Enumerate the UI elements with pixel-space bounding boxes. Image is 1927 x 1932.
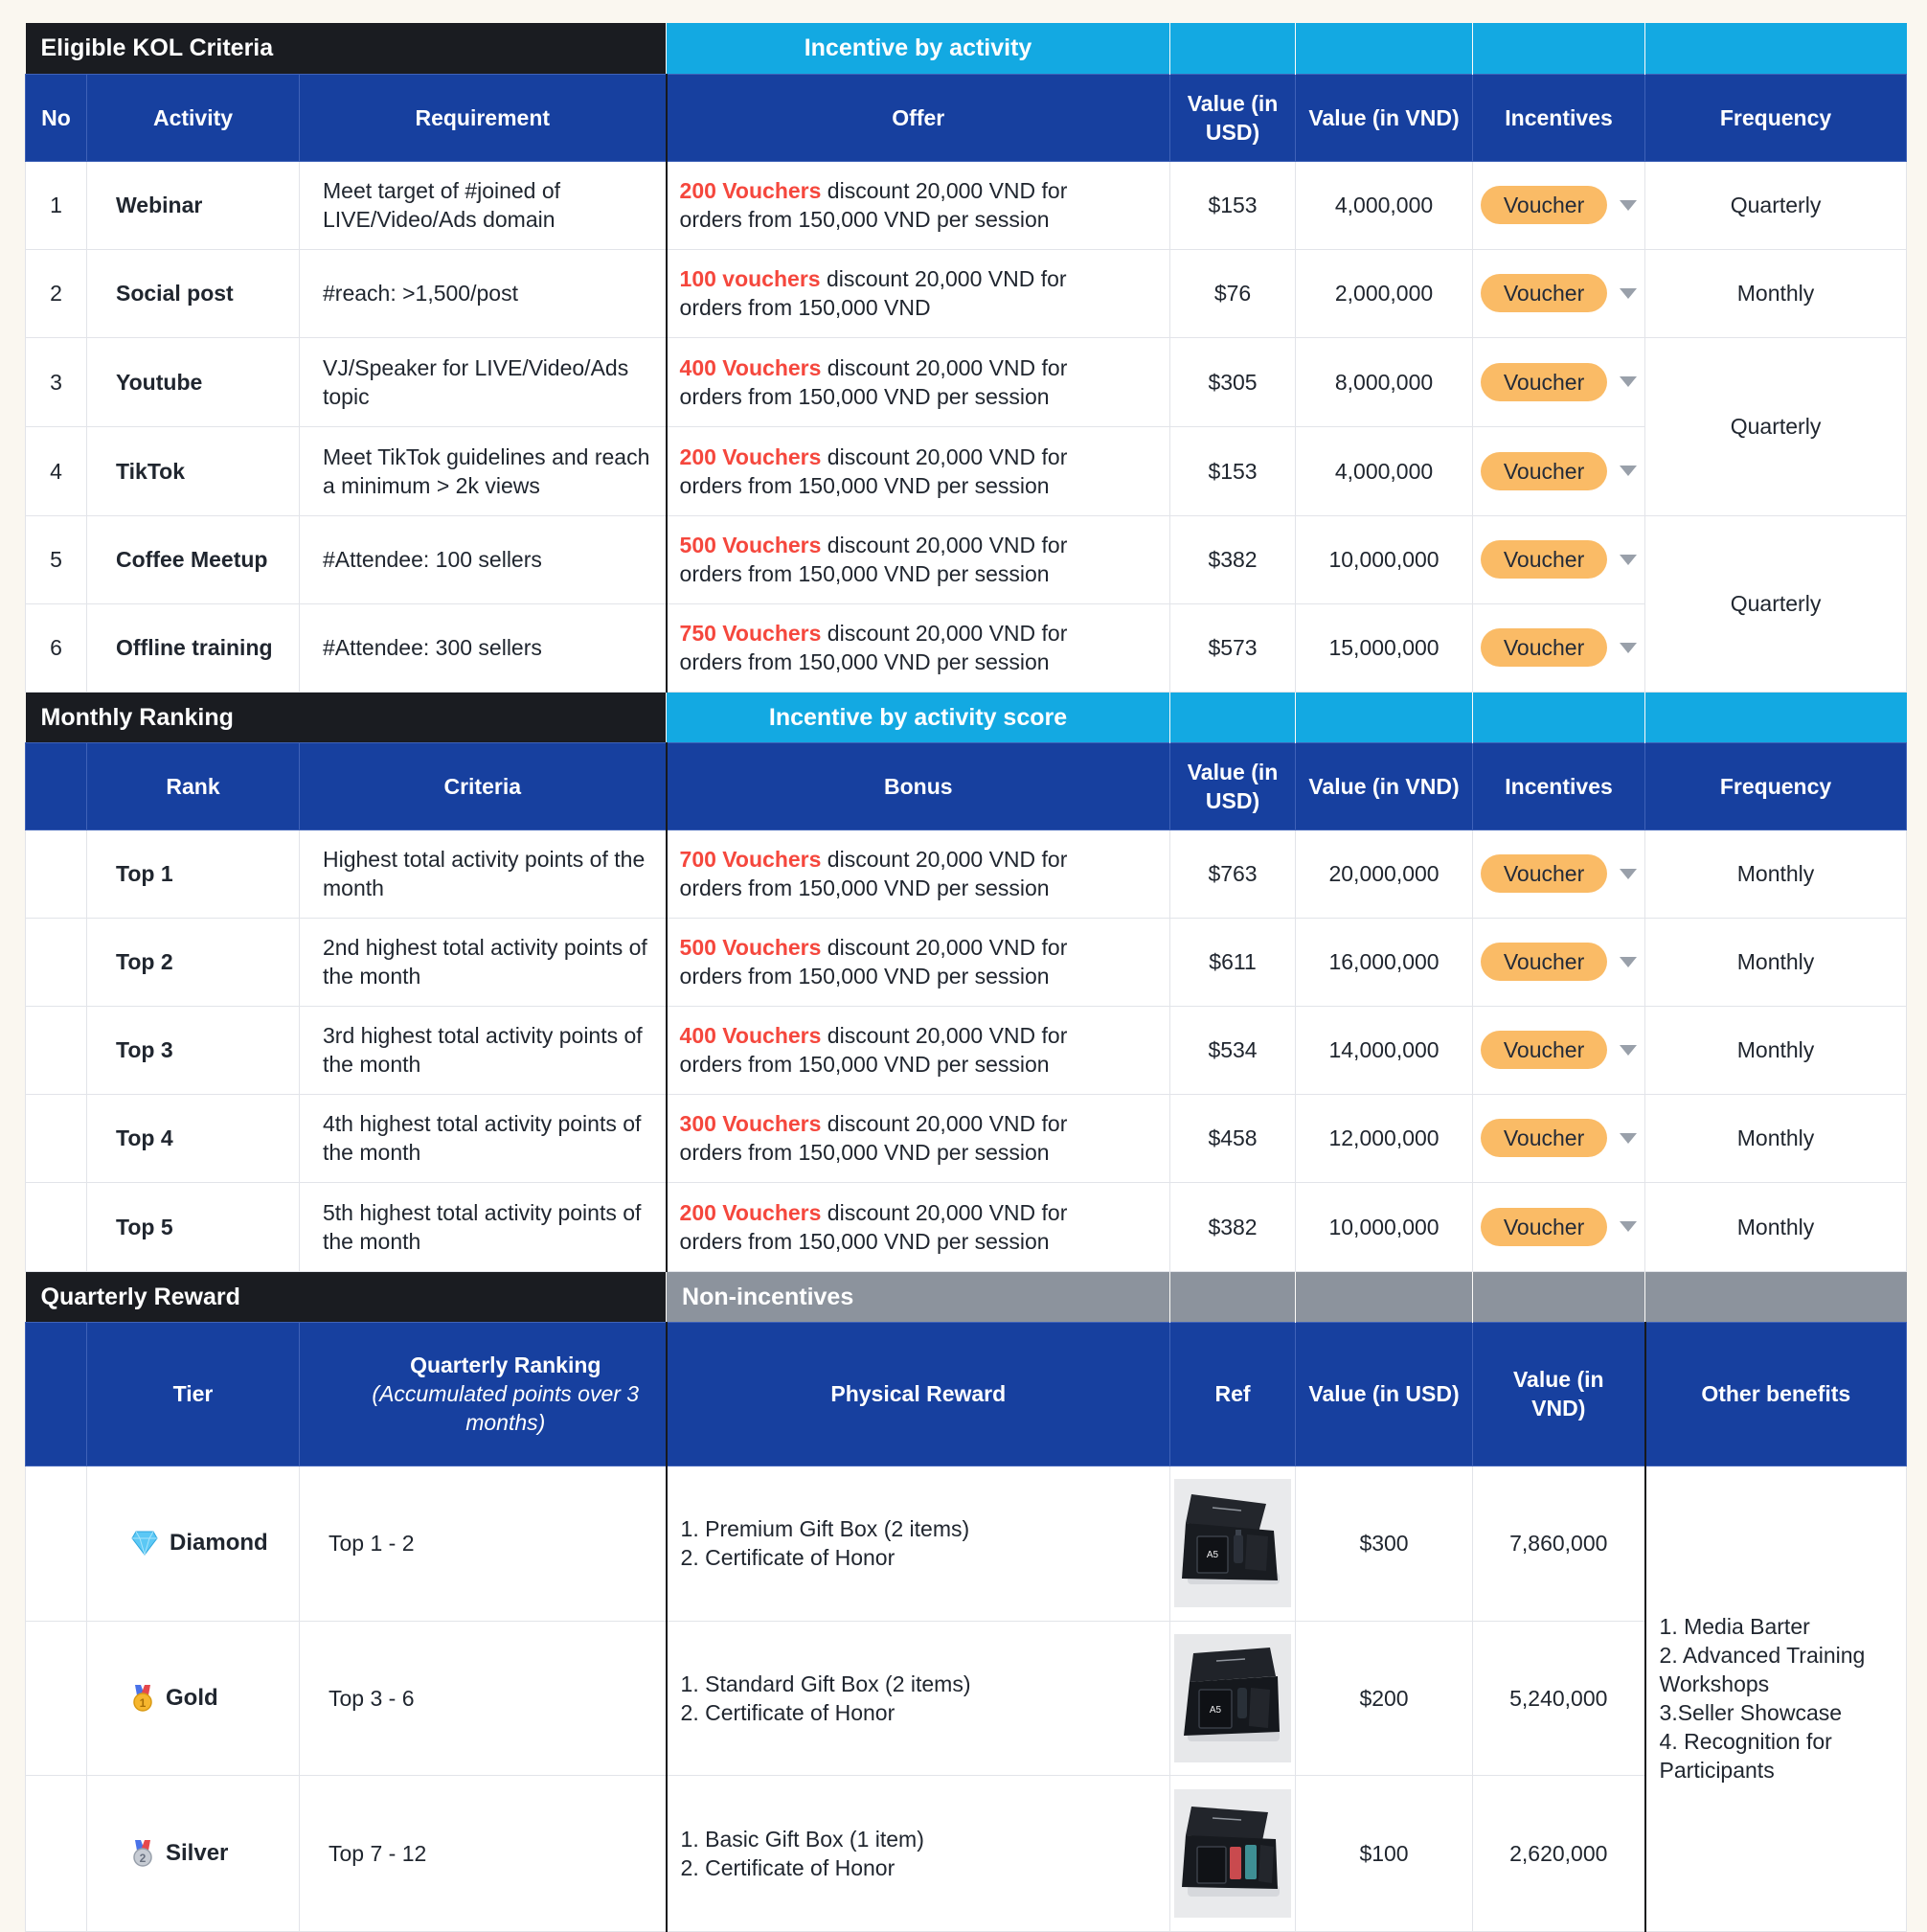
- gift-box-photo: [1174, 1789, 1291, 1918]
- cell-no: [26, 1775, 87, 1931]
- col-header-vnd: Value (in VND): [1296, 742, 1473, 830]
- cell-frequency: Monthly: [1645, 1182, 1907, 1271]
- cell-offer: [667, 515, 1170, 603]
- voucher-dropdown[interactable]: Voucher: [1481, 628, 1607, 667]
- offer-highlight: 750 Vouchers: [679, 621, 822, 646]
- bonus-highlight: 400 Vouchers: [679, 1023, 822, 1048]
- quarterly-ranking-note: (Accumulated points over 3 months): [372, 1381, 640, 1435]
- cell-value-vnd: 15,000,000: [1296, 603, 1473, 692]
- cell-value-vnd: 14,000,000: [1296, 1006, 1473, 1094]
- table-row: [26, 1094, 1907, 1182]
- band-spacer: [1473, 692, 1645, 742]
- cell-physical-reward: [667, 1621, 1170, 1775]
- cell-value-usd: $100: [1296, 1775, 1473, 1931]
- col-header-activity: Activity: [87, 74, 300, 161]
- cell-rank: Top 3: [87, 1006, 300, 1094]
- section3-title: Quarterly Reward: [26, 1271, 667, 1322]
- cell-frequency: Monthly: [1645, 249, 1907, 337]
- offer-text: discount 20,000 VND for orders from 150,000 VND per session: [679, 533, 1068, 586]
- quarterly-ranking-title: Quarterly Ranking: [410, 1352, 601, 1377]
- cell-incentives: [1473, 603, 1645, 692]
- cell-activity: Webinar: [87, 161, 300, 249]
- offer-highlight: 400 Vouchers: [679, 354, 822, 380]
- cell-value-usd: $382: [1170, 1182, 1296, 1271]
- cell-no: 2: [26, 249, 87, 337]
- gift-box-photo: [1174, 1479, 1291, 1607]
- offer-text: discount 20,000 VND for orders from 150,000 VND: [679, 266, 1067, 320]
- cell-offer: [667, 426, 1170, 515]
- offer-highlight: 200 Vouchers: [679, 178, 822, 203]
- col-header-physical-reward: Physical Reward: [667, 1322, 1170, 1466]
- col-header-no: No: [26, 74, 87, 161]
- cell-physical-reward: [667, 1466, 1170, 1621]
- cell-value-vnd: 7,860,000: [1473, 1466, 1645, 1621]
- benefit-line: 1. Media Barter: [1659, 1614, 1810, 1639]
- voucher-dropdown[interactable]: Voucher: [1481, 943, 1607, 981]
- band-spacer: [1645, 23, 1907, 74]
- table-row: [26, 1775, 1907, 1931]
- cell-no: [26, 1621, 87, 1775]
- cell-rank: Top 1: [87, 830, 300, 918]
- cell-incentives: [1473, 830, 1645, 918]
- section2-band: [26, 692, 1907, 742]
- cell-value-usd: $153: [1170, 426, 1296, 515]
- cell-criteria: 5th highest total activity points of the month: [300, 1182, 667, 1271]
- cell-ref: [1170, 1621, 1296, 1775]
- cell-activity: Social post: [87, 249, 300, 337]
- reward-line: 2. Certificate of Honor: [680, 1854, 895, 1880]
- offer-text: discount 20,000 VND for orders from 150,000 VND per session: [679, 621, 1068, 674]
- cell-activity: Youtube: [87, 337, 300, 426]
- gold-medal-icon: [131, 1685, 154, 1712]
- diamond-icon: [131, 1531, 158, 1556]
- offer-text: discount 20,000 VND for orders from 150,000 VND per session: [679, 354, 1068, 409]
- cell-offer: [667, 337, 1170, 426]
- tier-name: Gold: [166, 1684, 218, 1711]
- cell-value-vnd: 5,240,000: [1473, 1621, 1645, 1775]
- cell-ranking-range: Top 1 - 2: [300, 1466, 667, 1621]
- cell-other-benefits: [1645, 1466, 1907, 1931]
- cell-ref: [1170, 1775, 1296, 1931]
- cell-frequency-merged: Quarterly: [1645, 337, 1907, 515]
- voucher-dropdown[interactable]: Voucher: [1481, 540, 1607, 579]
- cell-value-usd: $763: [1170, 830, 1296, 918]
- cell-value-vnd: 12,000,000: [1296, 1094, 1473, 1182]
- band-spacer: [1473, 23, 1645, 74]
- voucher-dropdown[interactable]: Voucher: [1481, 186, 1607, 224]
- table-row: [26, 1621, 1907, 1775]
- svg-text:A5: A5: [1209, 1704, 1222, 1716]
- cell-ref: [1170, 1466, 1296, 1621]
- cell-offer: [667, 249, 1170, 337]
- bonus-highlight: 500 Vouchers: [679, 935, 822, 960]
- table-row: [26, 918, 1907, 1006]
- col-header-offer: Offer: [667, 74, 1170, 161]
- chevron-down-icon: [1620, 466, 1637, 476]
- voucher-dropdown[interactable]: Voucher: [1481, 274, 1607, 312]
- cell-requirement: Meet TikTok guidelines and reach a minimum > 2k views: [300, 426, 667, 515]
- cell-value-vnd: 4,000,000: [1296, 426, 1473, 515]
- cell-value-vnd: 16,000,000: [1296, 918, 1473, 1006]
- cell-bonus: [667, 918, 1170, 1006]
- cell-offer: [667, 603, 1170, 692]
- chevron-down-icon: [1620, 643, 1637, 653]
- tier-name: Diamond: [170, 1530, 268, 1556]
- cell-criteria: Highest total activity points of the month: [300, 830, 667, 918]
- gift-box-photo: [1174, 1634, 1291, 1762]
- reward-line: 2. Certificate of Honor: [680, 1545, 895, 1570]
- cell-no: 6: [26, 603, 87, 692]
- offer-highlight: 500 Vouchers: [679, 533, 822, 557]
- band-spacer: [1296, 1271, 1473, 1322]
- bonus-text: discount 20,000 VND for orders from 150,000 VND per session: [679, 1199, 1068, 1254]
- cell-offer: [667, 161, 1170, 249]
- bonus-text: discount 20,000 VND for orders from 150,000 VND per session: [679, 847, 1068, 900]
- cell-incentives: [1473, 1182, 1645, 1271]
- cell-no: [26, 1006, 87, 1094]
- cell-physical-reward: [667, 1775, 1170, 1931]
- cell-value-usd: $458: [1170, 1094, 1296, 1182]
- cell-value-usd: $300: [1296, 1466, 1473, 1621]
- voucher-dropdown[interactable]: Voucher: [1481, 854, 1607, 893]
- cell-value-vnd: 10,000,000: [1296, 515, 1473, 603]
- band-spacer: [1296, 23, 1473, 74]
- band-spacer: [1170, 692, 1296, 742]
- col-header-usd: Value (in USD): [1170, 74, 1296, 161]
- cell-incentives: [1473, 337, 1645, 426]
- section1-title: Eligible KOL Criteria: [26, 23, 667, 74]
- cell-incentives: [1473, 515, 1645, 603]
- cell-activity: Coffee Meetup: [87, 515, 300, 603]
- svg-text:A5: A5: [1206, 1550, 1219, 1560]
- bonus-highlight: 700 Vouchers: [679, 847, 822, 872]
- cell-no: 3: [26, 337, 87, 426]
- cell-no: 4: [26, 426, 87, 515]
- cell-value-usd: $76: [1170, 249, 1296, 337]
- band-spacer: [1645, 692, 1907, 742]
- cell-no: [26, 1094, 87, 1182]
- cell-frequency-merged: Quarterly: [1645, 515, 1907, 692]
- col-header-empty: [26, 1322, 87, 1466]
- table-row: [26, 515, 1907, 603]
- section3-band: [26, 1271, 1907, 1322]
- svg-text:1: 1: [139, 1695, 147, 1710]
- chevron-down-icon: [1620, 200, 1637, 211]
- col-header-tier: Tier: [87, 1322, 300, 1466]
- cell-value-usd: $611: [1170, 918, 1296, 1006]
- voucher-dropdown[interactable]: Voucher: [1481, 1119, 1607, 1157]
- cell-no: 1: [26, 161, 87, 249]
- section1-subtitle: Incentive by activity: [667, 23, 1170, 74]
- tier-name: Silver: [166, 1839, 229, 1866]
- band-spacer: [1170, 1271, 1296, 1322]
- cell-value-usd: $305: [1170, 337, 1296, 426]
- cell-value-vnd: 2,620,000: [1473, 1775, 1645, 1931]
- cell-requirement: #Attendee: 100 sellers: [300, 515, 667, 603]
- cell-tier: [87, 1775, 300, 1931]
- cell-requirement: Meet target of #joined of LIVE/Video/Ads domain: [300, 161, 667, 249]
- section2-header-row: [26, 742, 1907, 830]
- offer-text: discount 20,000 VND for orders from 150,000 VND per session: [679, 443, 1068, 498]
- chevron-down-icon: [1620, 555, 1637, 565]
- chevron-down-icon: [1620, 376, 1637, 387]
- offer-highlight: 200 Vouchers: [679, 443, 822, 469]
- col-header-empty: [26, 742, 87, 830]
- cell-criteria: 2nd highest total activity points of the month: [300, 918, 667, 1006]
- chevron-down-icon: [1620, 288, 1637, 299]
- bonus-text: discount 20,000 VND for orders from 150,000 VND per session: [679, 1023, 1068, 1077]
- chevron-down-icon: [1620, 869, 1637, 879]
- cell-bonus: [667, 1006, 1170, 1094]
- reward-line: 2. Certificate of Honor: [680, 1699, 895, 1725]
- voucher-dropdown[interactable]: Voucher: [1481, 452, 1607, 490]
- cell-incentives: [1473, 161, 1645, 249]
- svg-text:2: 2: [139, 1851, 147, 1865]
- cell-incentives: [1473, 1094, 1645, 1182]
- chevron-down-icon: [1620, 1045, 1637, 1056]
- bonus-highlight: 200 Vouchers: [679, 1199, 822, 1225]
- table-row: [26, 1182, 1907, 1271]
- table-row: [26, 603, 1907, 692]
- col-header-frequency: Frequency: [1645, 742, 1907, 830]
- col-header-ref: Ref: [1170, 1322, 1296, 1466]
- cell-incentives: [1473, 249, 1645, 337]
- offer-text: discount 20,000 VND for orders from 150,000 VND per session: [679, 178, 1068, 232]
- col-header-criteria: Criteria: [300, 742, 667, 830]
- cell-value-vnd: 10,000,000: [1296, 1182, 1473, 1271]
- col-header-vnd: Value (in VND): [1296, 74, 1473, 161]
- benefit-line: 3.Seller Showcase: [1659, 1700, 1843, 1725]
- cell-ranking-range: Top 7 - 12: [300, 1775, 667, 1931]
- cell-tier: [87, 1621, 300, 1775]
- cell-value-usd: $573: [1170, 603, 1296, 692]
- section2-title: Monthly Ranking: [26, 692, 667, 742]
- band-spacer: [1170, 23, 1296, 74]
- cell-incentives: [1473, 426, 1645, 515]
- cell-value-vnd: 20,000,000: [1296, 830, 1473, 918]
- table-row: [26, 1466, 1907, 1621]
- silver-medal-icon: [131, 1840, 154, 1867]
- table-row: [26, 830, 1907, 918]
- cell-requirement: #Attendee: 300 sellers: [300, 603, 667, 692]
- incentive-table: [25, 23, 1907, 1932]
- benefit-line: 4. Recognition for Participants: [1659, 1729, 1832, 1783]
- col-header-usd: Value (in USD): [1296, 1322, 1473, 1466]
- col-header-usd: Value (in USD): [1170, 742, 1296, 830]
- cell-no: 5: [26, 515, 87, 603]
- col-header-vnd: Value (in VND): [1473, 1322, 1645, 1466]
- cell-rank: Top 5: [87, 1182, 300, 1271]
- reward-line: 1. Standard Gift Box (2 items): [680, 1671, 971, 1696]
- bonus-text: discount 20,000 VND for orders from 150,000 VND per session: [679, 935, 1068, 989]
- cell-value-vnd: 8,000,000: [1296, 337, 1473, 426]
- col-header-bonus: Bonus: [667, 742, 1170, 830]
- cell-activity: Offline training: [87, 603, 300, 692]
- offer-highlight: 100 vouchers: [679, 266, 821, 291]
- cell-value-usd: $534: [1170, 1006, 1296, 1094]
- col-header-quarterly-ranking: [300, 1322, 667, 1466]
- section3-subtitle: Non-incentives: [667, 1271, 1170, 1322]
- cell-criteria: 3rd highest total activity points of the month: [300, 1006, 667, 1094]
- cell-no: [26, 830, 87, 918]
- chevron-down-icon: [1620, 1133, 1637, 1144]
- cell-frequency: Quarterly: [1645, 161, 1907, 249]
- col-header-other-benefits: Other benefits: [1645, 1322, 1907, 1466]
- col-header-incentives: Incentives: [1473, 742, 1645, 830]
- cell-no: [26, 1182, 87, 1271]
- table-row: [26, 1006, 1907, 1094]
- section3-header-row: [26, 1322, 1907, 1466]
- cell-no: [26, 918, 87, 1006]
- cell-requirement: VJ/Speaker for LIVE/Video/Ads topic: [300, 337, 667, 426]
- col-header-rank: Rank: [87, 742, 300, 830]
- cell-tier: [87, 1466, 300, 1621]
- section1-band: [26, 23, 1907, 74]
- bonus-text: discount 20,000 VND for orders from 150,000 VND per session: [679, 1111, 1068, 1165]
- reward-line: 1. Basic Gift Box (1 item): [680, 1826, 924, 1852]
- cell-frequency: Monthly: [1645, 1006, 1907, 1094]
- cell-frequency: Monthly: [1645, 830, 1907, 918]
- chevron-down-icon: [1620, 957, 1637, 967]
- voucher-dropdown[interactable]: Voucher: [1481, 1031, 1607, 1069]
- cell-value-vnd: 2,000,000: [1296, 249, 1473, 337]
- cell-ranking-range: Top 3 - 6: [300, 1621, 667, 1775]
- band-spacer: [1473, 1271, 1645, 1322]
- band-spacer: [1296, 692, 1473, 742]
- bonus-highlight: 300 Vouchers: [679, 1111, 822, 1136]
- table-row: [26, 249, 1907, 337]
- voucher-dropdown[interactable]: Voucher: [1481, 363, 1607, 401]
- table-row: [26, 161, 1907, 249]
- cell-criteria: 4th highest total activity points of the month: [300, 1094, 667, 1182]
- cell-requirement: #reach: >1,500/post: [300, 249, 667, 337]
- section1-header-row: [26, 74, 1907, 161]
- band-spacer: [1645, 1271, 1907, 1322]
- cell-bonus: [667, 1094, 1170, 1182]
- table-row: [26, 426, 1907, 515]
- reward-line: 1. Premium Gift Box (2 items): [680, 1516, 970, 1541]
- voucher-dropdown[interactable]: Voucher: [1481, 1208, 1607, 1246]
- cell-frequency: Monthly: [1645, 1094, 1907, 1182]
- cell-value-usd: $382: [1170, 515, 1296, 603]
- cell-value-vnd: 4,000,000: [1296, 161, 1473, 249]
- cell-bonus: [667, 1182, 1170, 1271]
- table-row: [26, 337, 1907, 426]
- cell-incentives: [1473, 918, 1645, 1006]
- benefit-line: 2. Advanced Training Workshops: [1659, 1643, 1866, 1696]
- col-header-incentives: Incentives: [1473, 74, 1645, 161]
- cell-rank: Top 4: [87, 1094, 300, 1182]
- section2-subtitle: Incentive by activity score: [667, 692, 1170, 742]
- col-header-requirement: Requirement: [300, 74, 667, 161]
- chevron-down-icon: [1620, 1221, 1637, 1232]
- cell-value-usd: $153: [1170, 161, 1296, 249]
- cell-incentives: [1473, 1006, 1645, 1094]
- cell-value-usd: $200: [1296, 1621, 1473, 1775]
- cell-activity: TikTok: [87, 426, 300, 515]
- cell-frequency: Monthly: [1645, 918, 1907, 1006]
- cell-bonus: [667, 830, 1170, 918]
- cell-rank: Top 2: [87, 918, 300, 1006]
- cell-no: [26, 1466, 87, 1621]
- col-header-frequency: Frequency: [1645, 74, 1907, 161]
